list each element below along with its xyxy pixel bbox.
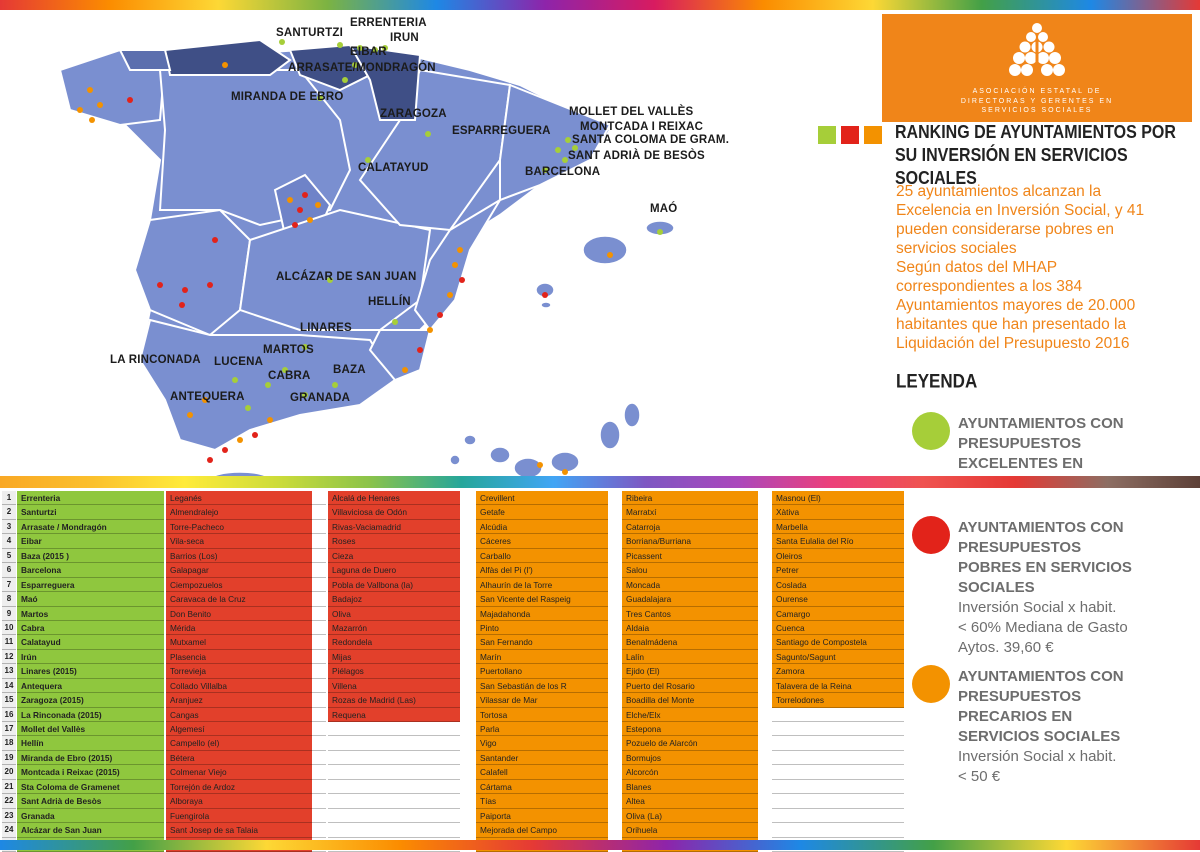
table-row [328, 765, 460, 779]
rank-number-cell: 23 [2, 809, 16, 823]
logo-line-1: ASOCIACIÓN ESTATAL DE [972, 88, 1102, 95]
table-row [312, 794, 326, 808]
table-row: Mutxamel [166, 635, 312, 649]
table-row: Petrer [772, 563, 904, 577]
table-row [312, 736, 326, 750]
rank-number-cell: 18 [2, 736, 16, 750]
table-row: Cártama [476, 780, 608, 794]
table-row: Santander [476, 751, 608, 765]
green-square-icon [818, 126, 836, 144]
table-row: Ejido (El) [622, 664, 758, 678]
table-row [312, 693, 326, 707]
table-row: Camargo [772, 607, 904, 621]
table-row: Pobla de Vallbona (la) [328, 578, 460, 592]
table-row [312, 765, 326, 779]
table-row [312, 520, 326, 534]
table-row [772, 823, 904, 837]
table-row: Blanes [622, 780, 758, 794]
legend-red-title: AYUNTAMIENTOS CON PRESUPUESTOS POBRES EN SERVICIOS SOCIALES [958, 519, 1132, 596]
table-row [772, 708, 904, 722]
cantabria-region [165, 40, 290, 75]
table-row: Villena [328, 679, 460, 693]
map-label-arrasate: ARRASATE/MONDRAGÓN [288, 62, 436, 74]
table-row [772, 765, 904, 779]
table-row [312, 780, 326, 794]
table-row: Sant Josep de sa Talaia [166, 823, 312, 837]
table-row [772, 736, 904, 750]
table-row [312, 549, 326, 563]
table-row [328, 780, 460, 794]
rank-number-cell: 13 [2, 664, 16, 678]
rank-number-cell: 2 [2, 505, 16, 519]
legend-green-title: AYUNTAMIENTOS CON PRESUPUESTOS EXCELENTES EN [958, 415, 1124, 472]
table-row: Santurtzi [17, 505, 164, 519]
table-row: Bormujos [622, 751, 758, 765]
rank-number-cell: 19 [2, 751, 16, 765]
table-row: Puertollano [476, 664, 608, 678]
table-row: Granada [17, 809, 164, 823]
table-row: Torrevieja [166, 664, 312, 678]
map-label-larinconada: LA RINCONADA [110, 354, 201, 366]
table-row [312, 722, 326, 736]
canary-island-7 [450, 455, 460, 465]
table-row: Santiago de Compostela [772, 635, 904, 649]
poor-column-2 [328, 491, 460, 852]
canary-island-2 [514, 458, 542, 478]
rank-number-cell: 1 [2, 491, 16, 505]
rank-number-cell: 20 [2, 765, 16, 779]
table-row: Torrelodones [772, 693, 904, 707]
table-row: Torrejón de Ardoz [166, 780, 312, 794]
table-row: Majadahonda [476, 607, 608, 621]
table-row [772, 780, 904, 794]
table-row [312, 751, 326, 765]
table-row: Alcalá de Henares [328, 491, 460, 505]
table-row [328, 736, 460, 750]
canary-island-5 [624, 403, 640, 427]
table-row: Oleiros [772, 549, 904, 563]
canary-island-6 [464, 435, 476, 445]
table-row: Marbella [772, 520, 904, 534]
table-row: Galapagar [166, 563, 312, 577]
asturias-region [120, 50, 170, 70]
intro-text: 25 ayuntamientos alcanzan la Excelencia en Inversión Social, y 41 pueden considerarse pobres en servicios sociales Según datos del MHAP correspondientes a los 384 Ayuntamientos mayores de 20.000 habitantes que han presentado la Liquidación del Presupuesto 2016 [896, 183, 1145, 352]
table-row: Collado Villalba [166, 679, 312, 693]
canary-island-4 [600, 421, 620, 449]
table-row: Plasencia [166, 650, 312, 664]
rank-number-cell: 15 [2, 693, 16, 707]
precarious-column-1 [476, 491, 608, 852]
table-row: Vigo [476, 736, 608, 750]
association-logo-icon [1007, 20, 1067, 82]
table-row: San Fernando [476, 635, 608, 649]
rank-number-cell: 16 [2, 708, 16, 722]
table-row: Cabra [17, 621, 164, 635]
table-row: Martos [17, 607, 164, 621]
map-label-santacoloma: SANTA COLOMA DE GRAM. [572, 134, 730, 146]
precarious-column-2 [622, 491, 758, 852]
logo-line-3: SERVICIOS SOCIALES [981, 107, 1093, 114]
red-dot-icon [912, 516, 950, 554]
table-row: Coslada [772, 578, 904, 592]
table-row: Pinto [476, 621, 608, 635]
table-row: Vilassar de Mar [476, 693, 608, 707]
poor-column-1 [166, 491, 312, 852]
rank-number-cell: 24 [2, 823, 16, 837]
precarious-column-3 [772, 491, 904, 852]
table-row [312, 491, 326, 505]
map-label-linares: LINARES [300, 322, 352, 334]
table-row [312, 563, 326, 577]
table-row: Tortosa [476, 708, 608, 722]
table-row [312, 809, 326, 823]
table-row: Cuenca [772, 621, 904, 635]
table-row [328, 722, 460, 736]
map-label-barcelona: BARCELONA [525, 166, 601, 178]
table-row: Alboraya [166, 794, 312, 808]
table-row [328, 751, 460, 765]
map-label-errenteria: ERRENTERIA [350, 17, 427, 29]
table-row: Barrios (Los) [166, 549, 312, 563]
bottom-color-band [0, 840, 1200, 850]
map-label-eibar: EIBAR [350, 46, 387, 58]
table-row: Parla [476, 722, 608, 736]
rank-number-cell: 9 [2, 607, 16, 621]
association-logo-panel [882, 14, 1192, 122]
table-row: Redondela [328, 635, 460, 649]
map-label-hellin: HELLÍN [368, 296, 411, 308]
table-row: Santa Eulalia del Río [772, 534, 904, 548]
table-row: Alcúdia [476, 520, 608, 534]
map-label-esparreguera: ESPARREGUERA [452, 125, 551, 137]
map-label-alcazar: ALCÁZAR DE SAN JUAN [276, 271, 417, 283]
table-row: Altea [622, 794, 758, 808]
table-color-band [0, 476, 1200, 488]
map-label-mollet: MOLLET DEL VALLÈS [569, 106, 694, 118]
table-row: Leganés [166, 491, 312, 505]
map-label-cabra: CABRA [268, 370, 311, 382]
table-row [312, 621, 326, 635]
map-label-montcada: MONTCADA I REIXAC [580, 121, 704, 133]
table-row: Antequera [17, 679, 164, 693]
table-row [312, 679, 326, 693]
legend-orange-title: AYUNTAMIENTOS CON PRESUPUESTOS PRECARIOS EN SERVICIOS SOCIALES [958, 668, 1124, 745]
table-row: La Rinconada (2015) [17, 708, 164, 722]
table-row: Mérida [166, 621, 312, 635]
table-row: Maó [17, 592, 164, 606]
table-row: Requena [328, 708, 460, 722]
ranking-title: RANKING DE AYUNTAMIENTOS POR SU INVERSIÓN EN SERVICIOS SOCIALES [895, 123, 1176, 189]
rank-number-cell: 14 [2, 679, 16, 693]
table-row: Miranda de Ebro (2015) [17, 751, 164, 765]
table-row: Ribeira [622, 491, 758, 505]
table-row: Linares (2015) [17, 664, 164, 678]
table-row: Badajoz [328, 592, 460, 606]
rank-number-cell: 17 [2, 722, 16, 736]
rank-number-cell: 22 [2, 794, 16, 808]
table-row: Lalín [622, 650, 758, 664]
table-row: Aldaia [622, 621, 758, 635]
legend-heading: LEYENDA [896, 370, 978, 392]
map-label-mao: MAÓ [650, 203, 678, 215]
table-row: Pozuelo de Alarcón [622, 736, 758, 750]
table-row: Eibar [17, 534, 164, 548]
table-row: Alfàs del Pi (l') [476, 563, 608, 577]
table-row: Colmenar Viejo [166, 765, 312, 779]
table-row: Sta Coloma de Gramenet [17, 780, 164, 794]
map-label-irun: IRUN [390, 32, 419, 44]
table-row: Errenteria [17, 491, 164, 505]
table-row: Zaragoza (2015) [17, 693, 164, 707]
table-row: Paiporta [476, 809, 608, 823]
canary-island-1 [490, 447, 510, 463]
rank-number-cell: 7 [2, 578, 16, 592]
legend-red-description: Inversión Social x habit. < 60% Mediana de Gasto Aytos. 39,60 € [958, 599, 1128, 656]
rank-number-cell: 4 [2, 534, 16, 548]
spain-map [0, 10, 880, 480]
table-row: Benalmádena [622, 635, 758, 649]
table-row: Elche/Elx [622, 708, 758, 722]
table-row: Hellín [17, 736, 164, 750]
table-row: Tías [476, 794, 608, 808]
table-row: San Vicente del Raspeig [476, 592, 608, 606]
table-row: Carballo [476, 549, 608, 563]
table-row: Roses [328, 534, 460, 548]
table-row: Cáceres [476, 534, 608, 548]
table-row: Piélagos [328, 664, 460, 678]
rank-number-cell: 12 [2, 650, 16, 664]
table-row: Estepona [622, 722, 758, 736]
table-row: Tres Cantos [622, 607, 758, 621]
logo-line-2: DIRECTORAS Y GERENTES EN [960, 98, 1114, 105]
rank-number-column [2, 491, 16, 852]
table-row: Almendralejo [166, 505, 312, 519]
table-row: Orihuela [622, 823, 758, 837]
table-row: Moncada [622, 578, 758, 592]
table-row: Villaviciosa de Odón [328, 505, 460, 519]
table-row: Caravaca de la Cruz [166, 592, 312, 606]
table-row: Mollet del Vallès [17, 722, 164, 736]
red-square-icon [841, 126, 859, 144]
table-row [312, 607, 326, 621]
table-row: Bétera [166, 751, 312, 765]
table-row: Rozas de Madrid (Las) [328, 693, 460, 707]
table-row: Baza (2015 ) [17, 549, 164, 563]
table-row: Campello (el) [166, 736, 312, 750]
table-row: Vila-seca [166, 534, 312, 548]
table-row: Boadilla del Monte [622, 693, 758, 707]
table-row: Montcada i Reixac (2015) [17, 765, 164, 779]
table-row: Algemesí [166, 722, 312, 736]
table-row [312, 578, 326, 592]
table-row: Marratxí [622, 505, 758, 519]
table-row [312, 534, 326, 548]
rank-number-cell: 21 [2, 780, 16, 794]
table-row: Xàtiva [772, 505, 904, 519]
table-row [312, 592, 326, 606]
top-color-band [0, 0, 1200, 10]
table-row: Rivas-Vaciamadrid [328, 520, 460, 534]
table-row [772, 809, 904, 823]
table-row: Esparreguera [17, 578, 164, 592]
table-row: Puerto del Rosario [622, 679, 758, 693]
table-row: Oliva [328, 607, 460, 621]
table-row [312, 650, 326, 664]
table-row: Oliva (La) [622, 809, 758, 823]
map-label-miranda: MIRANDA DE EBRO [231, 91, 344, 103]
table-row [312, 664, 326, 678]
rank-number-cell: 11 [2, 635, 16, 649]
table-row [312, 635, 326, 649]
table-row: Ourense [772, 592, 904, 606]
orange-dot-icon [912, 665, 950, 703]
rank-number-cell: 3 [2, 520, 16, 534]
map-label-martos: MARTOS [263, 344, 314, 356]
table-row [772, 751, 904, 765]
table-row: Marín [476, 650, 608, 664]
table-row [312, 505, 326, 519]
table-row: Ciempozuelos [166, 578, 312, 592]
table-row: Alcorcón [622, 765, 758, 779]
table-row: Calatayud [17, 635, 164, 649]
table-row: Torre-Pacheco [166, 520, 312, 534]
table-row [328, 809, 460, 823]
table-row: Calafell [476, 765, 608, 779]
table-row: Irún [17, 650, 164, 664]
table-row: Cangas [166, 708, 312, 722]
table-row: Arrasate / Mondragón [17, 520, 164, 534]
rank-number-cell: 5 [2, 549, 16, 563]
map-label-santadria: SANT ADRIÀ DE BESÒS [568, 150, 705, 162]
table-row: Masnou (El) [772, 491, 904, 505]
table-row: Salou [622, 563, 758, 577]
table-row: Fuengirola [166, 809, 312, 823]
map-label-zaragoza: ZARAGOZA [380, 108, 447, 120]
table-row [328, 794, 460, 808]
map-label-granada: GRANADA [290, 392, 351, 404]
table-row [772, 722, 904, 736]
table-row [312, 708, 326, 722]
table-row: Aranjuez [166, 693, 312, 707]
map-label-santurtzi: SANTURTZI [276, 27, 343, 39]
legend-orange-description: Inversión Social x habit. < 50 € [958, 748, 1117, 785]
rank-number-cell: 10 [2, 621, 16, 635]
table-row: Picassent [622, 549, 758, 563]
separator-column-1 [312, 491, 326, 852]
table-row: Mejorada del Campo [476, 823, 608, 837]
table-row: Alcázar de San Juan [17, 823, 164, 837]
table-row: Barcelona [17, 563, 164, 577]
table-row: Sagunto/Sagunt [772, 650, 904, 664]
map-label-baza: BAZA [333, 364, 366, 376]
map-label-lucena: LUCENA [214, 356, 264, 368]
table-row: Don Benito [166, 607, 312, 621]
table-row [312, 823, 326, 837]
green-dot-icon [912, 412, 950, 450]
table-row: Sant Adrià de Besòs [17, 794, 164, 808]
table-row: Catarroja [622, 520, 758, 534]
table-row [328, 823, 460, 837]
orange-square-icon [864, 126, 882, 144]
formentera-island [541, 302, 551, 308]
table-row: Mijas [328, 650, 460, 664]
excellent-column [17, 491, 164, 852]
table-row [772, 794, 904, 808]
table-row: Zamora [772, 664, 904, 678]
table-row: Alhaurín de la Torre [476, 578, 608, 592]
rank-number-cell: 6 [2, 563, 16, 577]
map-label-calatayud: CALATAYUD [358, 162, 429, 174]
table-row: Mazarrón [328, 621, 460, 635]
table-row: Laguna de Duero [328, 563, 460, 577]
table-row: Crevillent [476, 491, 608, 505]
table-row: Guadalajara [622, 592, 758, 606]
mallorca-island [583, 236, 627, 264]
map-label-antequera: ANTEQUERA [170, 391, 245, 403]
table-row: Getafe [476, 505, 608, 519]
table-row: Cieza [328, 549, 460, 563]
table-row: Borriana/Burriana [622, 534, 758, 548]
table-row: San Sebastián de los R [476, 679, 608, 693]
rank-number-cell: 8 [2, 592, 16, 606]
table-row: Talavera de la Reina [772, 679, 904, 693]
